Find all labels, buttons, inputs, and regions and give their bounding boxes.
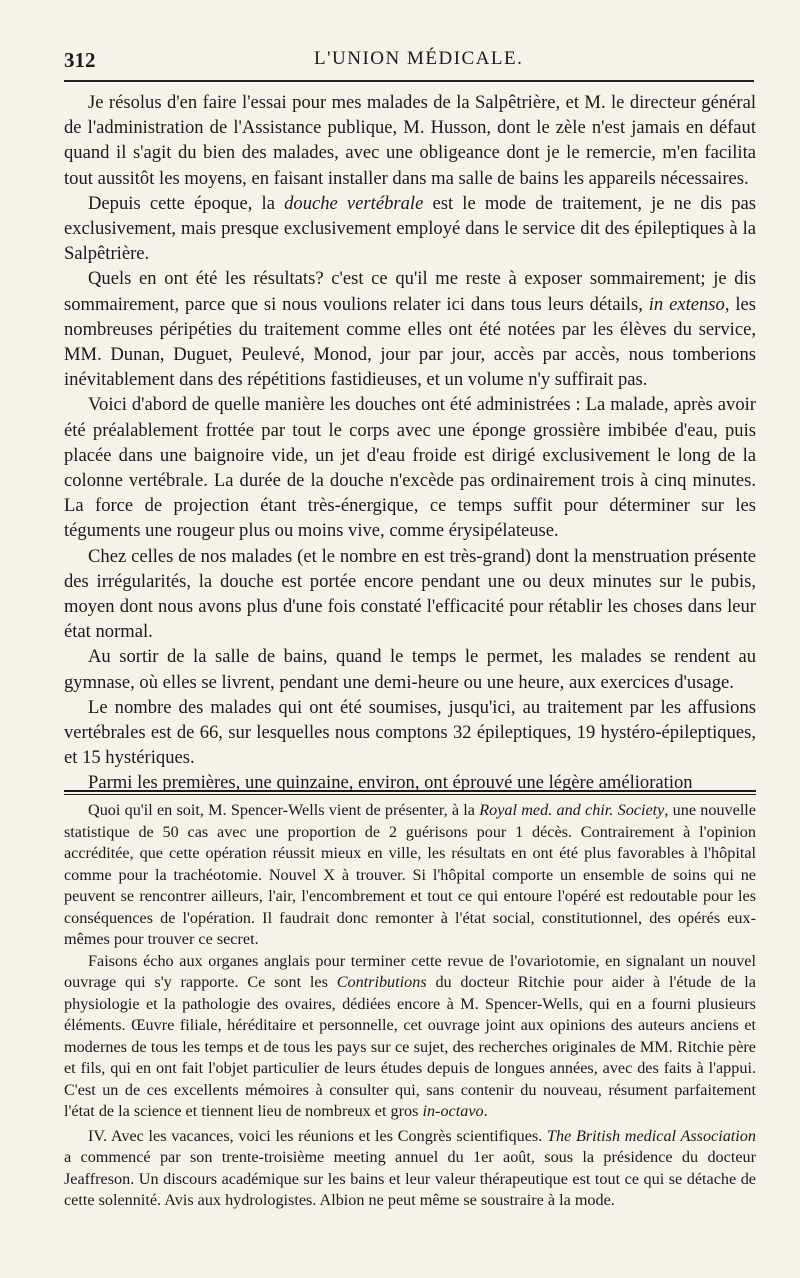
footnote-separator-thin: [64, 794, 756, 795]
page-number: 312: [64, 48, 96, 72]
footnote-separator: [64, 790, 756, 792]
emphasis: in extenso: [648, 293, 725, 315]
emphasis: in-octavo: [422, 1102, 484, 1120]
emphasis: Royal med. and chir. Society: [479, 801, 665, 819]
emphasis: The British medical Association: [547, 1126, 756, 1145]
body-paragraph: Chez celles de nos malades (et le nombre en est très-grand) dont la menstruation présente des irrégularités, la douche est portée encore pendant une ou deux minutes sur le pubis, moyen dont nous avons plus d'une fois constaté l'efficacité pour rétablir les choses dans leur état normal.: [64, 545, 756, 643]
note-paragraph: Faisons écho aux organes anglais pour terminer cette revue de l'ovariotomie, en signalant un nouvel ouvrage qui s'y rapporte. Ce sont les Contributions du docteur Ritchie pour aider à l'étude de la physiologie et la pathologie des ovaires, dédiées encore à M. Spencer-Wells, qui en a fourni plusieurs éléments. Œuvre filiale, héréditaire et personnelle, cet ouvrage joint aux opinions des auteurs anciens et modernes de tous les temps et de tous les pays sur ce sujet, des recherches originales de MM. Ritchie père et fils, qui en ont fait l'objet particulier de leurs études depuis de longues années, avec des faits à l'appui. C'est un de ces excellents mémoires à consulter qui, sans contenir du nouveau, résument parfaitement l'état de la science et tiennent lieu de nombreux et gros in-octavo.: [64, 951, 756, 1120]
body-paragraph: Je résolus d'en faire l'essai pour mes malades de la Salpêtrière, et M. le directeur général de l'administration de l'Assistance publique, M. Husson, dont le zèle n'est jamais en défaut quand il s'agit du bien des malades, avec une obligeance dont je le remercie, m'en facilita tout aussitôt les moyens, en faisant installer dans ma salle de bains les appareils nécessaires.: [64, 92, 756, 189]
emphasis: Contributions: [336, 973, 427, 991]
header-rule: [64, 80, 754, 82]
emphasis: douche vertébrale: [284, 192, 424, 214]
running-title: L'UNION MÉDICALE.: [314, 48, 524, 69]
main-text: [64, 90, 756, 796]
body-paragraph: Parmi les premières, une quinzaine, environ, ont éprouvé une légère amélioration: [88, 772, 693, 794]
body-paragraph: Voici d'abord de quelle manière les douches ont été administrées : La malade, après avoir été préalablement frottée par tout le corps avec une éponge grossière imbibée d'eau, puis placée dans une baignoire vide, un jet d'eau froide est dirigé exclusivement le long de la colonne vertébrale. La durée de la douche n'excède pas ordinairement trois à cinq minutes. La force de projection étant très-énergique, ce temps suffit pour déterminer sur les téguments une rougeur plus ou moins vive, comme érysipélateuse.: [64, 394, 756, 542]
page-header: [64, 48, 754, 76]
note-paragraph: Quoi qu'il en soit, M. Spencer-Wells vient de présenter, à la Royal med. and chir. Society, une nouvelle statistique de 50 cas avec une proportion de 2 guérisons pour 1 décès. Contrairement à l'opinion accréditée, que cette opération réussit mieux en ville, les résultats en ont été plus favorables à l'hôpital comme pour la trachéotomie. Nouvel X à trouver. Si l'hôpital comporte un ensemble de soins qui ne peuvent se rencontrer ailleurs, l'air, l'encombrement et tout ce qui entoure l'opéré est redoutable pour les conséquences de l'opération. Il faudrait donc remonter à l'état social, constitutionnel, des opérés eux-mêmes pour trouver ce secret.: [64, 801, 756, 948]
body-paragraph: Au sortir de la salle de bains, quand le temps le permet, les malades se rendent au gymnase, où elles se livrent, pendant une demi-heure ou une heure, aux exercices d'usage.: [64, 646, 756, 693]
body-paragraph: Depuis cette époque, la douche vertébrale est le mode de traitement, je ne dis pas exclusivement, mais presque exclusivement employé dans le service dit des épileptiques à la Salpêtrière.: [64, 192, 756, 265]
body-paragraph: Le nombre des malades qui ont été soumises, jusqu'ici, au traitement par les affusions vertébrales est de 66, sur lesquelles nous comptons 32 épileptiques, 19 hystéro-épileptiques, et 15 hystériques.: [64, 696, 756, 769]
feuilleton-text: [64, 800, 756, 1212]
note-paragraph: IV. Avec les vacances, voici les réunions et les Congrès scientifiques. The British medical Association a commencé par son trente-troisième meeting annuel du 1er août, sous la présidence du docteur Jeaffreson. Un discours académique sur les bains et leur valeur thérapeutique est tout ce qui se détache de cette solennité. Avis aux hydrologistes. Albion ne peut même se soustraire à la mode.: [64, 1126, 756, 1209]
body-paragraph: Quels en ont été les résultats? c'est ce qu'il me reste à exposer sommairement; je dis sommairement, parce que si nous voulions relater ici dans tous leurs détails, in extenso, les nombreuses péripéties du traitement comme elles ont été notées par les élèves du service, MM. Dunan, Duguet, Peulevé, Monod, jour par jour, accès par accès, nous tomberions inévitablement dans des répétitions fastidieuses, et un volume n'y suffirait pas.: [64, 268, 757, 391]
